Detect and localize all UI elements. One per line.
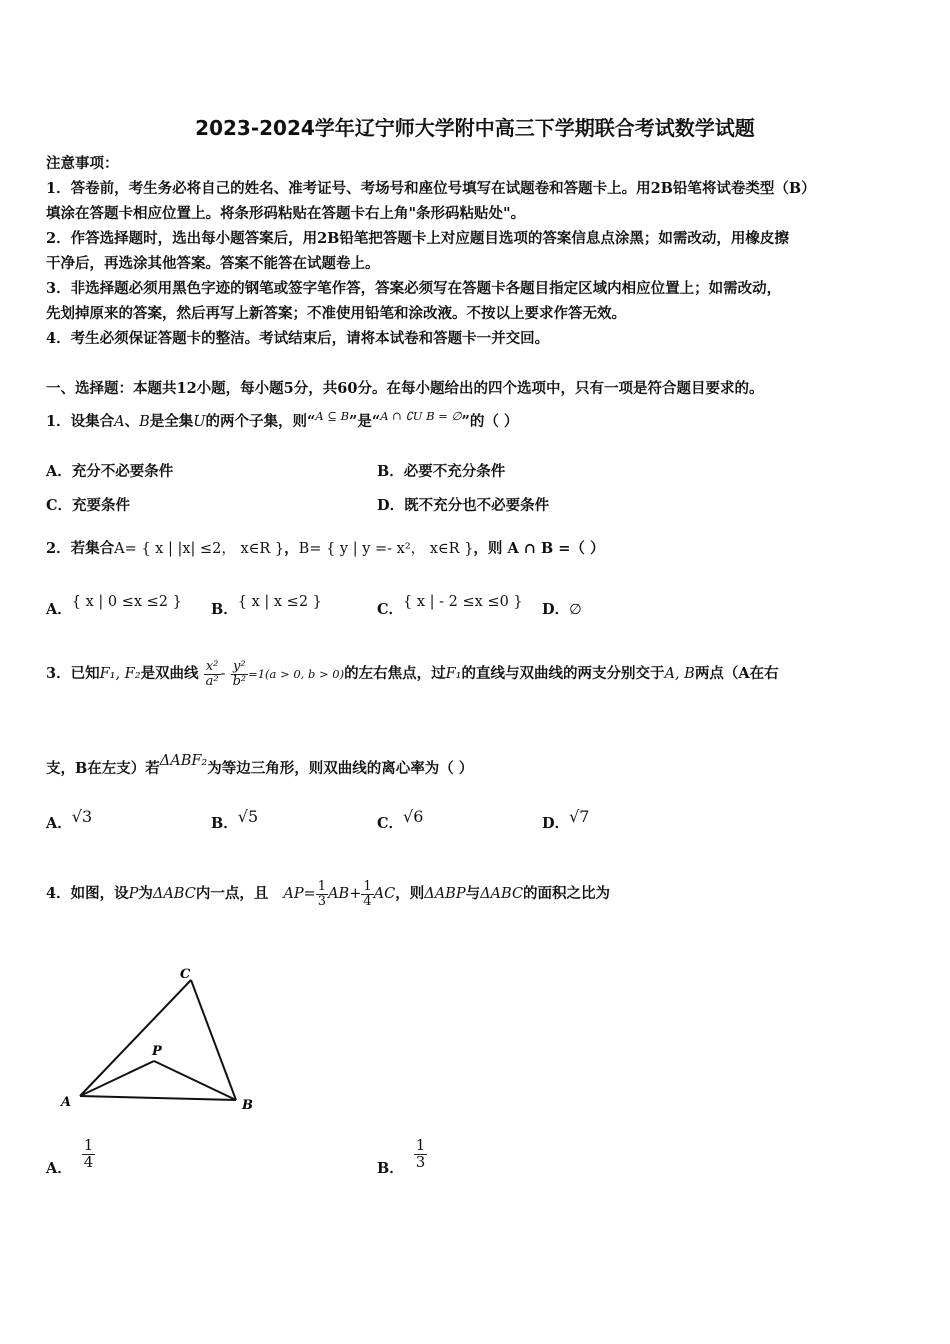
label-b: B — [242, 1098, 253, 1113]
fraction-y2-b2: $\frac{\text{y²}}{\text{b²}}$ — [232, 659, 247, 689]
question-3-line-2: 支，B在左支）若ΔABF₂为等边三角形，则双曲线的离心率为（ ） — [46, 753, 474, 777]
notice-item-2b: 干净后，再选涂其他答案。答案不能答在试题卷上。 — [46, 255, 380, 272]
notice-heading: 注意事项： — [46, 155, 119, 172]
q2-option-b: B．{ x | x ≤2 } — [211, 594, 322, 618]
question-3: 3．已知F₁, F₂是双曲线 $\frac{\text{x²}}{\text{a²}}$ - $\frac{\text{y²}}{\text{b²}}$ =1(a > 0, b > 0)的左右焦点，过F₁的直线与双曲线的两支分别交于A, B两点（A在右 — [46, 659, 779, 689]
section-heading: 一、选择题：本题共12小题，每小题5分，共60分。在每小题给出的四个选项中，只有一项是符合题目要求的。 — [46, 380, 764, 397]
q4-option-a: A． $\frac{1}{4}$ — [46, 1136, 94, 1178]
edge-ab — [80, 1096, 236, 1100]
question-1: 1．设集合A、B是全集U的两个子集，则“$^{A ⊆ B}$”是“$^{A \cap ∁U B = \emptyset}$”的（ ） — [46, 409, 519, 430]
notice-item-4: 4．考生必须保证答题卡的整洁。考试结束后，请将本试卷和答题卡一并交回。 — [46, 330, 550, 347]
triangle-figure — [58, 960, 268, 1120]
notice-item-1b: 填涂在答题卡相应位置上。将条形码粘贴在答题卡右上角"条形码粘贴处"。 — [46, 205, 526, 222]
notice-item-3b: 先划掉原来的答案，然后再写上新答案；不准使用铅笔和涂改液。不按以上要求作答无效。 — [46, 305, 626, 322]
q3-option-a: A．√3 — [46, 807, 93, 832]
q3-option-d: D．√7 — [542, 807, 590, 832]
fraction-x2-a2: $\frac{\text{x²}}{\text{a²}}$ — [205, 659, 219, 689]
label-a: A — [61, 1095, 72, 1110]
edge-ap — [80, 1061, 154, 1096]
q2-option-a: A．{ x | 0 ≤x ≤2 } — [46, 594, 182, 618]
q2-option-d: D．∅ — [542, 601, 582, 618]
q3-option-b: B．√5 — [211, 807, 259, 832]
label-p: P — [152, 1044, 162, 1059]
q4-option-b: B． $\frac{1}{3}$ — [377, 1136, 426, 1178]
q1-option-d: D．既不充分也不必要条件 — [377, 497, 550, 514]
fraction-one-third: $\frac{1}{3}$ — [317, 879, 327, 909]
q3-option-c: C．√6 — [377, 807, 424, 832]
question-2: 2．若集合A= { x | |x| ≤2， x∈R }，B= { y | y =- x²， x∈R }，则 A ∩ B =（ ） — [46, 540, 605, 557]
edge-ac — [80, 980, 191, 1096]
q2-option-c: C．{ x | - 2 ≤x ≤0 } — [377, 594, 523, 618]
q1-option-a: A．充分不必要条件 — [46, 463, 174, 480]
q1-option-b: B．必要不充分条件 — [377, 463, 506, 480]
fraction-one-fourth: $\frac{1}{4}$ — [363, 879, 372, 909]
notice-item-2a: 2．作答选择题时，选出每小题答案后，用2B铅笔把答题卡上对应题目选项的答案信息点涂黑；如需改动，用橡皮擦 — [46, 230, 789, 247]
page-title: 2023-2024学年辽宁师大学附中高三下学期联合考试数学试题 — [195, 116, 755, 140]
notice-item-1a: 1．答卷前，考生务必将自己的姓名、准考证号、考场号和座位号填写在试题卷和答题卡上。用2B铅笔将试卷类型（B） — [46, 180, 816, 197]
label-c: C — [180, 967, 191, 982]
notice-item-3a: 3．非选择题必须用黑色字迹的钢笔或签字笔作答，答案必须写在答题卡各题目指定区域内相应位置上；如需改动， — [46, 280, 782, 297]
q1-option-c: C．充要条件 — [46, 497, 131, 514]
question-4: 4．如图，设P为ΔABC内一点，且 AP= $\frac{1}{3}$ AB+ $\frac{1}{4}$ AC，则ΔABP与ΔABC的面积之比为 — [46, 879, 611, 909]
